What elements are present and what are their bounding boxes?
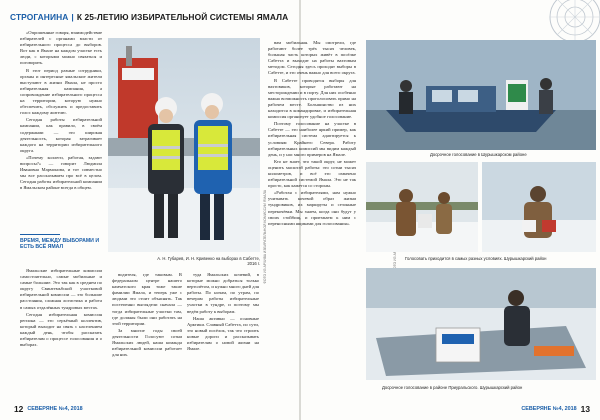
photo-officials-at-sabetta <box>108 38 260 252</box>
photo-caption-main: А. Н. Губарев, И. Н. Кривенко на выборах в Сабетте, 2016 г. <box>157 256 260 267</box>
paragraph: Кто не знает, что такой округ, не может оценить масштаб работы: это сотни тысяч километров, и всё это охвачено избирательной системой Ямала. Это не так просто, как кажется со стороны. <box>268 158 356 189</box>
photo-caption-boat: Досрочное голосование в Шурышкарском районе <box>430 152 527 157</box>
page-header <box>10 10 288 24</box>
rubric-label: СТРОГАНИНА <box>10 12 69 22</box>
magazine-issue: СЕВЕРЯНЕ №4, 2018 <box>521 406 577 412</box>
paragraph: Наша активно — основные Арктики. Славный Сабетта, по сути, это новый посёлок, так что строить новые дороги и рассказывать избирателям о новой жизни на Ямале. <box>187 315 259 352</box>
magazine-issue: СЕВЕРЯНЕ №4, 2018 <box>27 406 83 412</box>
page-number: 13 <box>580 404 590 414</box>
photo-tundra-voting <box>366 162 478 252</box>
header-subtitle: К 25-ЛЕТИЮ ИЗБИРАТЕЛЬНОЙ СИСТЕМЫ ЯМАЛА <box>76 12 289 22</box>
ornament-emblem-icon <box>544 0 600 40</box>
footer-left <box>10 404 83 414</box>
paragraph: Ямальские избирательные комиссии самостоятельно, самые мобильные и самые большие. Это так как в среднем по округу Свинтемьбской участковой избирательной комиссии — это большие расстояния, сложная логистика и работа в самых отдалённых тундровых местах. <box>20 268 102 310</box>
photo-caption-ballot: Досрочное голосование в районе Приуральского. Шурышкарский район <box>382 385 523 390</box>
paragraph: «Опрошенные говоря, взаимодействие избирателей с органами власти от избирательного процесса до выборов. Вот как в Ямале на каждом участке есть люди, с которыми можно связаться и поговорить. <box>20 30 102 66</box>
section-subhead: ВРЕМЯ, МЕЖДУ ВЫБОРАМИ И ЕСТЬ ВСЁ ЯМАЛ <box>20 238 100 251</box>
paragraph: Сегодня избирательная комиссия региона — это серьёзный коллектив, который выходит на связь с населением каждый день, чтобы рассказать избирателям о процессе голосования и о выборах. <box>20 311 102 348</box>
article-column-2 <box>112 272 182 394</box>
article-column-3 <box>187 272 259 394</box>
photo-caption-tundra: Голосовать приходится в самых разных условиях. Шурышкарский район <box>405 256 547 261</box>
photo-ballot-box <box>366 268 596 380</box>
header-separator: | <box>71 12 74 22</box>
paragraph: «Работая с избирателями, нам нужно учитывать кочевой образ жизни тундровиков, их маршруты и сезонные перекочёвки. Мы знаем, когда они будут у своих стойбищ, и приезжаем к ним с переносными ящиками для голосования». <box>268 190 356 226</box>
photo-tundra-voting-2 <box>482 162 596 252</box>
article-column-1b <box>20 268 102 394</box>
paragraph: В этот период разные сотрудники, органы и интересные ямальские жители выступают в жизни Ямала, не просто избирательная кампания, а сопровождение избирательного процесса на территории, которую нужно обеспечить, обслужить и предоставить голос каждому жителю. <box>20 67 102 116</box>
photo-credit: ФОТО ИЗ АРХИВА ИЗБИРАТЕЛЬНОЙ КОМИССИИ ЯМАЛА <box>263 190 267 284</box>
footer-right <box>521 404 594 414</box>
page-number: 12 <box>14 404 24 414</box>
article-column-1 <box>20 30 102 222</box>
paragraph: водителя, где таковым. В федеральном центре нашего камчатского края тоже такие фамилии Ямала, и теперь уже с людьми это стоит объяснять. Так постепенно выглядели сначала — тогда избирательные участки там, где должны были они работать на этой территории. <box>112 272 182 326</box>
photo-credit: ФОТО ИЗ <box>393 256 397 272</box>
paragraph: «Почему коллеги, работая, задают вопросы?» — говорит Людмила Ивановна Мармонова, и тот совместно мы все рассказываем про всё в целом. Сегодня работы избирательной компании в Ямальском районе всегда в общем. <box>20 154 102 191</box>
photo-boat-voting <box>366 40 596 150</box>
paragraph: туда Ямальских кочевий, в которые можно добраться только вертолётом, и нужно много дней для работы. По ночам, по утрам, по вечерам работы избирательные участки в тундре, и поэтому мы ведём работу к выборам. <box>187 272 259 314</box>
paragraph: вам мобильная. Мы смотрели, где работают более трёх тысяч человек, большая часть которых живёт в посёлке Сабетта и выходит на работы вахтовым методом. Сегодня здесь проходят выборы в Сабетте, и это очень важно для всего округа. <box>268 40 356 76</box>
paragraph: За многие годы своей деятельности Голосуют сотни Ямальских людей, наша команда избирательной комиссии работает для них. <box>112 327 182 358</box>
article-column-4 <box>268 40 356 394</box>
paragraph: Поэтому голосование на участке в Сабетте — это наиболее яркий пример, как избирательная система адаптируется к условиям Крайнего Севера. Работу избирательных комиссий мы видим каждый день, и у нас много примеров на Ямале. <box>268 121 356 157</box>
paragraph: Сегодня работы избирательной кампании, как правило, в своём содержании — это широкая деятельность, которая затрагивает каждого на территории избирательного округа. <box>20 117 102 153</box>
paragraph: В Сабетте проводятся выборы для вахтовиков, которые работают на месторождении и в порту. Для них особенно важна возможность проголосовать прямо на рабочем месте. Большинство из них находится в командировке, и избирательная комиссия организует удобное голосование. <box>268 77 356 120</box>
subhead-rule <box>20 234 60 235</box>
